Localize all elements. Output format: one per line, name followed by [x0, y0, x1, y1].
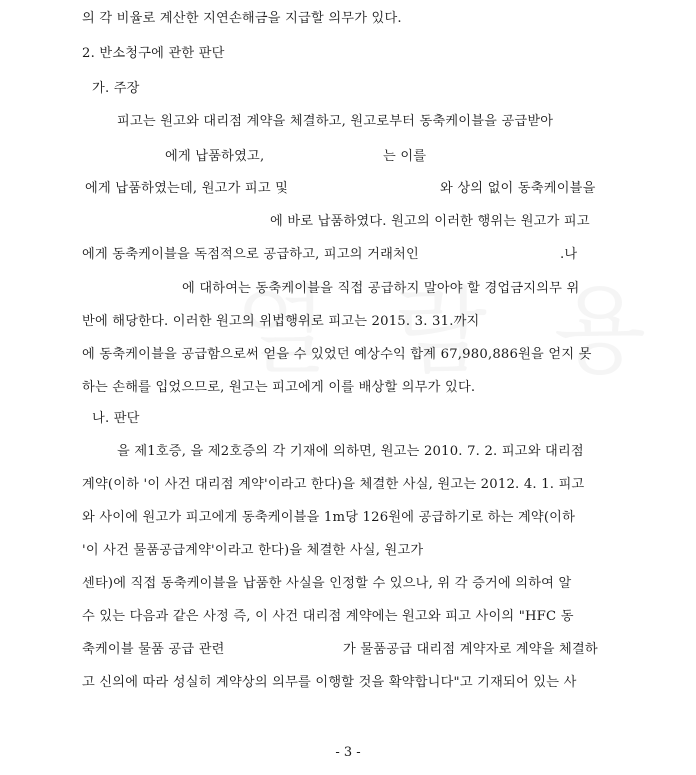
- text-line: 가 물품공급 대리점 계약자로 계약을 체결하: [343, 642, 598, 657]
- text-line: 반에 해당한다. 이러한 원고의 위법행위로 피고는 2015. 3. 31.까지: [82, 314, 480, 329]
- text-line: 하는 손해를 입었으므로, 원고는 피고에게 이를 배상할 의무가 있다.: [82, 380, 476, 395]
- text-line: 을 제1호증, 을 제2호증의 각 기재에 의하면, 원고는 2010. 7. 2. 피고와 대리점: [117, 444, 584, 459]
- text-line: 고 신의에 따라 성실히 계약상의 의무를 이행할 것을 확약합니다"고 기재되어 있는 사: [82, 675, 577, 690]
- page-number: - 3 -: [335, 745, 361, 760]
- text-line: 축케이블 물품 공급 관련: [82, 642, 225, 657]
- text-line: 에 대하여는 동축케이블을 직접 공급하지 말아야 할 경업금지의무 위: [182, 281, 580, 296]
- text-line: 에게 동축케이블을 독점적으로 공급하고, 피고의 거래처인: [82, 247, 419, 262]
- text-line: .나: [560, 247, 578, 262]
- text-line: 와 사이에 원고가 피고에게 동축케이블을 1m당 126원에 공급하기로 하는 계약(이하: [82, 510, 576, 525]
- text-line: 수 있는 다음과 같은 사정 즉, 이 사건 대리점 계약에는 원고와 피고 사이의 "HFC 동: [82, 609, 574, 624]
- text-line: 피고는 원고와 대리점 계약을 체결하고, 원고로부터 동축케이블을 공급받아: [117, 114, 554, 129]
- text-line: '이 사건 물품공급계약'이라고 한다)을 체결한 사실, 원고가: [82, 543, 424, 558]
- text-line: 에게 납품하였는데, 원고가 피고 및: [85, 181, 289, 196]
- text-line: 의 각 비율로 계산한 지연손해금을 지급할 의무가 있다.: [82, 11, 402, 26]
- section-heading: 2. 반소청구에 관한 판단: [82, 46, 225, 61]
- text-line: 에 동축케이블을 공급함으로써 얻을 수 있었던 예상수익 합계 67,980,886원을 얻지 못: [82, 347, 592, 362]
- text-line: 에 바로 납품하였다. 원고의 이러한 행위는 원고가 피고: [270, 214, 590, 229]
- subsection-heading: 나. 판단: [92, 411, 140, 426]
- text-line: 에게 납품하였고,: [165, 149, 265, 164]
- text-line: 계약(이하 '이 사건 대리점 계약'이라고 한다)을 체결한 사실, 원고는 2012. 4. 1. 피고: [82, 477, 585, 492]
- text-line: 센타)에 직접 동축케이블을 납품한 사실을 인정할 수 있으나, 위 각 증거에 의하여 알: [82, 576, 572, 591]
- text-line: 와 상의 없이 동축케이블을: [440, 181, 596, 196]
- subsection-heading: 가. 주장: [92, 81, 140, 96]
- text-line: 는 이를: [383, 149, 427, 164]
